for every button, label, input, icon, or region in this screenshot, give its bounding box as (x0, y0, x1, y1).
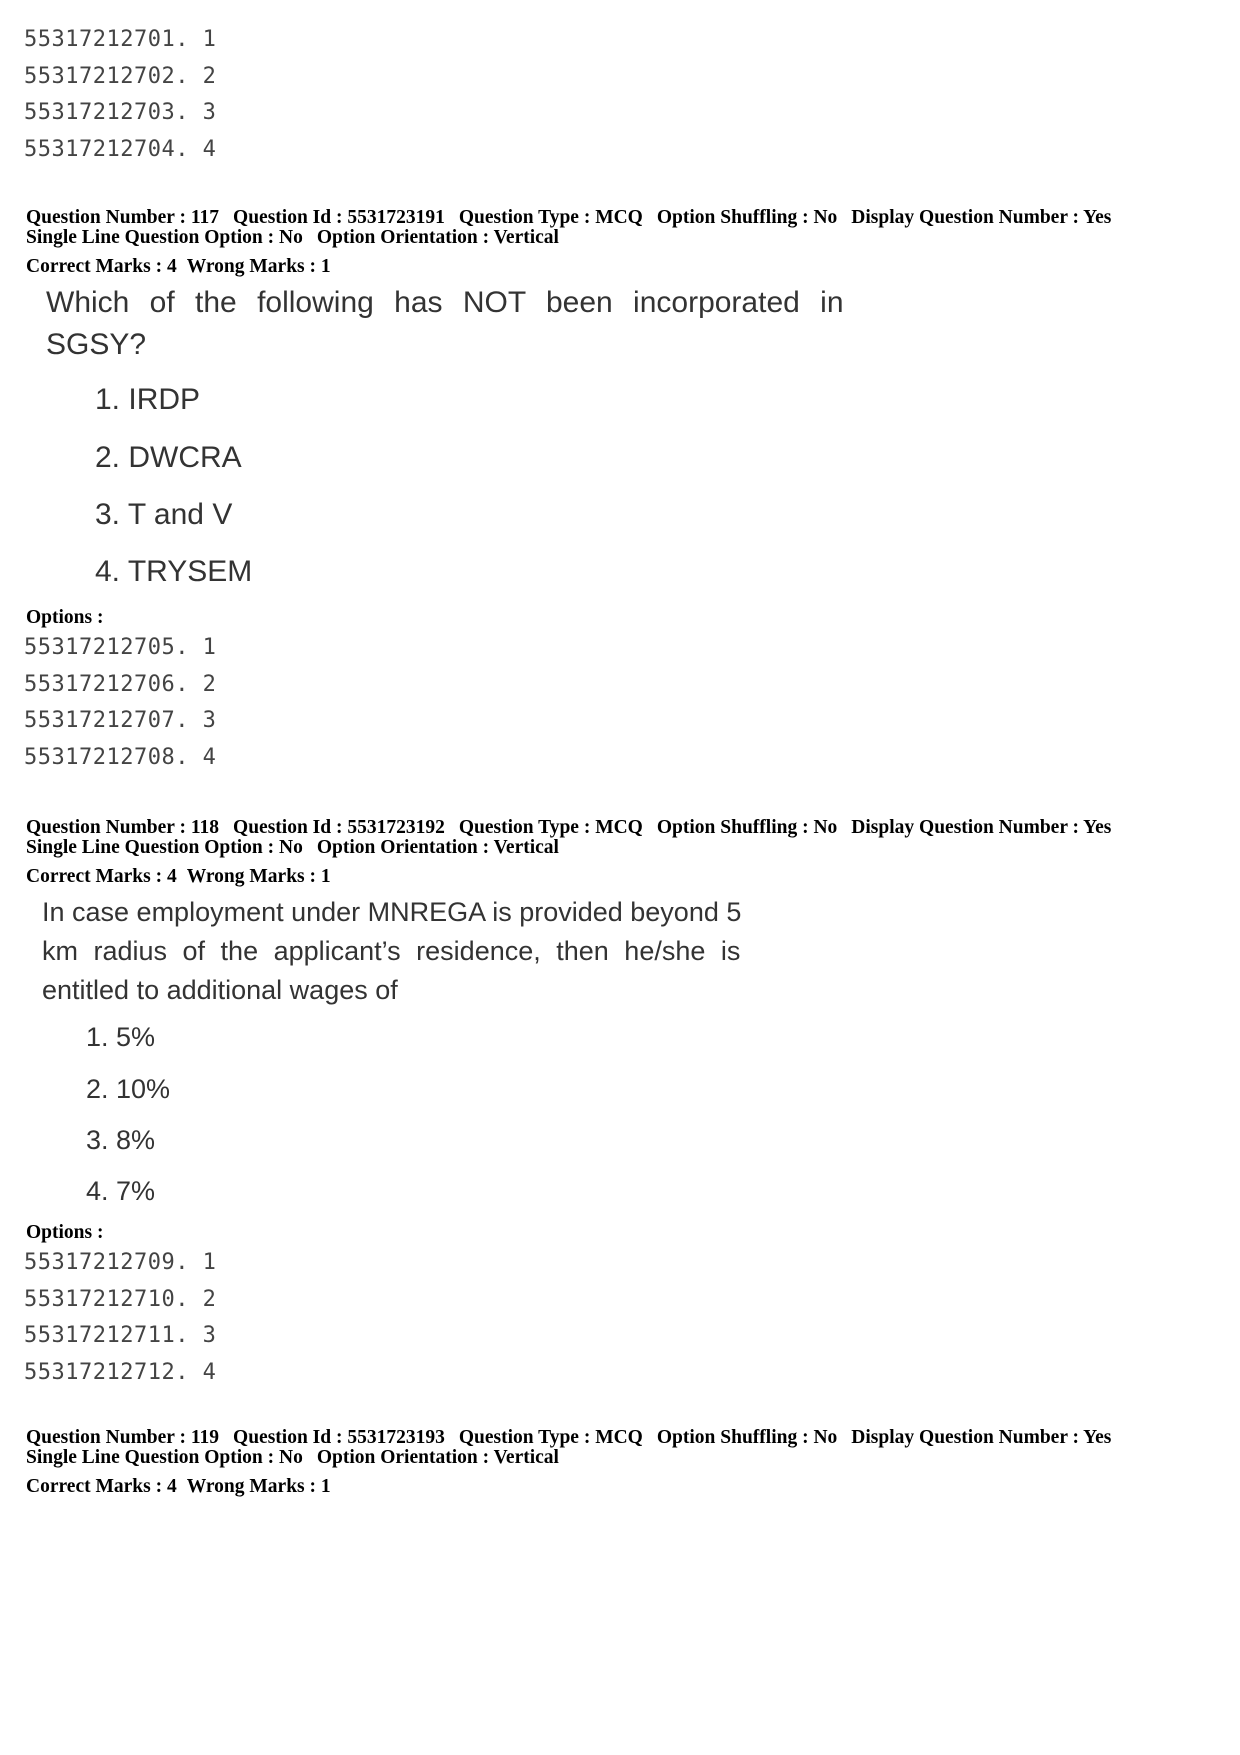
question-id: Question Id : 5531723191 (233, 207, 445, 228)
options-label: Options : (26, 1222, 104, 1243)
question-117-choice: 4. TRYSEM (95, 555, 253, 588)
option-line: 55317212703. 3 (24, 100, 217, 125)
question-117-marks (26, 256, 341, 278)
wrong-marks: Wrong Marks : 1 (186, 866, 331, 887)
question-118-marks (26, 866, 341, 888)
correct-marks: Correct Marks : 4 (26, 256, 177, 277)
question-id: Question Id : 5531723193 (233, 1427, 445, 1448)
correct-marks: Correct Marks : 4 (26, 866, 177, 887)
wrong-marks: Wrong Marks : 1 (186, 1476, 331, 1497)
question-118-text (42, 893, 741, 1010)
option-orientation: Option Orientation : Vertical (316, 837, 559, 858)
question-type: Question Type : MCQ (458, 207, 643, 228)
option-shuffling: Option Shuffling : No (656, 207, 838, 228)
display-question-number: Display Question Number : Yes (851, 207, 1112, 228)
option-line: 55317212712. 4 (24, 1359, 217, 1385)
display-question-number: Display Question Number : Yes (851, 1427, 1112, 1448)
options-label: Options : (26, 607, 104, 628)
option-line: 55317212710. 2 (24, 1286, 217, 1312)
question-text-line: km radius of the applicant’s residence, then he/she is (42, 936, 741, 966)
single-line-option: Single Line Question Option : No (26, 227, 303, 248)
question-119-meta-line-2 (26, 1448, 573, 1468)
question-117-choice: 2. DWCRA (95, 441, 242, 474)
question-number: Question Number : 118 (26, 817, 220, 838)
option-shuffling: Option Shuffling : No (656, 817, 838, 838)
question-type: Question Type : MCQ (458, 817, 643, 838)
question-text-line: In case employment under MNREGA is provided beyond 5 (42, 897, 742, 927)
option-orientation: Option Orientation : Vertical (316, 1447, 559, 1468)
question-118-choice: 2. 10% (86, 1074, 171, 1104)
question-119-meta-line-1 (26, 1428, 1111, 1448)
question-118-options-list (24, 1245, 216, 1391)
question-text-line: Which of the following has NOT been incorporated in (46, 286, 844, 319)
option-line: 55317212704. 4 (24, 136, 217, 162)
wrong-marks: Wrong Marks : 1 (186, 256, 331, 277)
question-118-choice: 1. 5% (86, 1022, 156, 1052)
single-line-option: Single Line Question Option : No (26, 837, 303, 858)
display-question-number: Display Question Number : Yes (851, 817, 1112, 838)
option-orientation: Option Orientation : Vertical (316, 227, 559, 248)
option-line: 55317212711. 3 (24, 1323, 217, 1348)
question-117-choice: 3. T and V (95, 498, 233, 531)
question-117-choice: 1. IRDP (95, 383, 201, 416)
question-type: Question Type : MCQ (458, 1427, 643, 1448)
option-line: 55317212701. 1 (24, 27, 217, 52)
question-117-options-list (24, 630, 216, 776)
option-line: 55317212709. 1 (24, 1250, 217, 1275)
question-118-meta-line-2 (26, 838, 573, 858)
question-117-text (46, 282, 844, 366)
correct-marks: Correct Marks : 4 (26, 1476, 177, 1497)
option-line: 55317212707. 3 (24, 708, 217, 733)
option-shuffling: Option Shuffling : No (656, 1427, 838, 1448)
question-id: Question Id : 5531723192 (233, 817, 445, 838)
question-117-meta-line-1 (26, 208, 1111, 228)
question-text-line: entitled to additional wages of (42, 975, 398, 1005)
option-line: 55317212708. 4 (24, 744, 217, 770)
question-118-meta-line-1 (26, 818, 1111, 838)
top-options-list (24, 22, 216, 168)
question-number: Question Number : 117 (26, 207, 220, 228)
question-118-choice: 4. 7% (86, 1176, 156, 1206)
single-line-option: Single Line Question Option : No (26, 1447, 303, 1468)
question-117-meta-line-2 (26, 228, 573, 248)
question-119-marks (26, 1476, 341, 1498)
question-number: Question Number : 119 (26, 1427, 220, 1448)
question-text-line: SGSY? (46, 328, 147, 361)
option-line: 55317212706. 2 (24, 671, 217, 697)
option-line: 55317212705. 1 (24, 635, 217, 660)
option-line: 55317212702. 2 (24, 63, 217, 89)
question-118-choice: 3. 8% (86, 1125, 156, 1155)
